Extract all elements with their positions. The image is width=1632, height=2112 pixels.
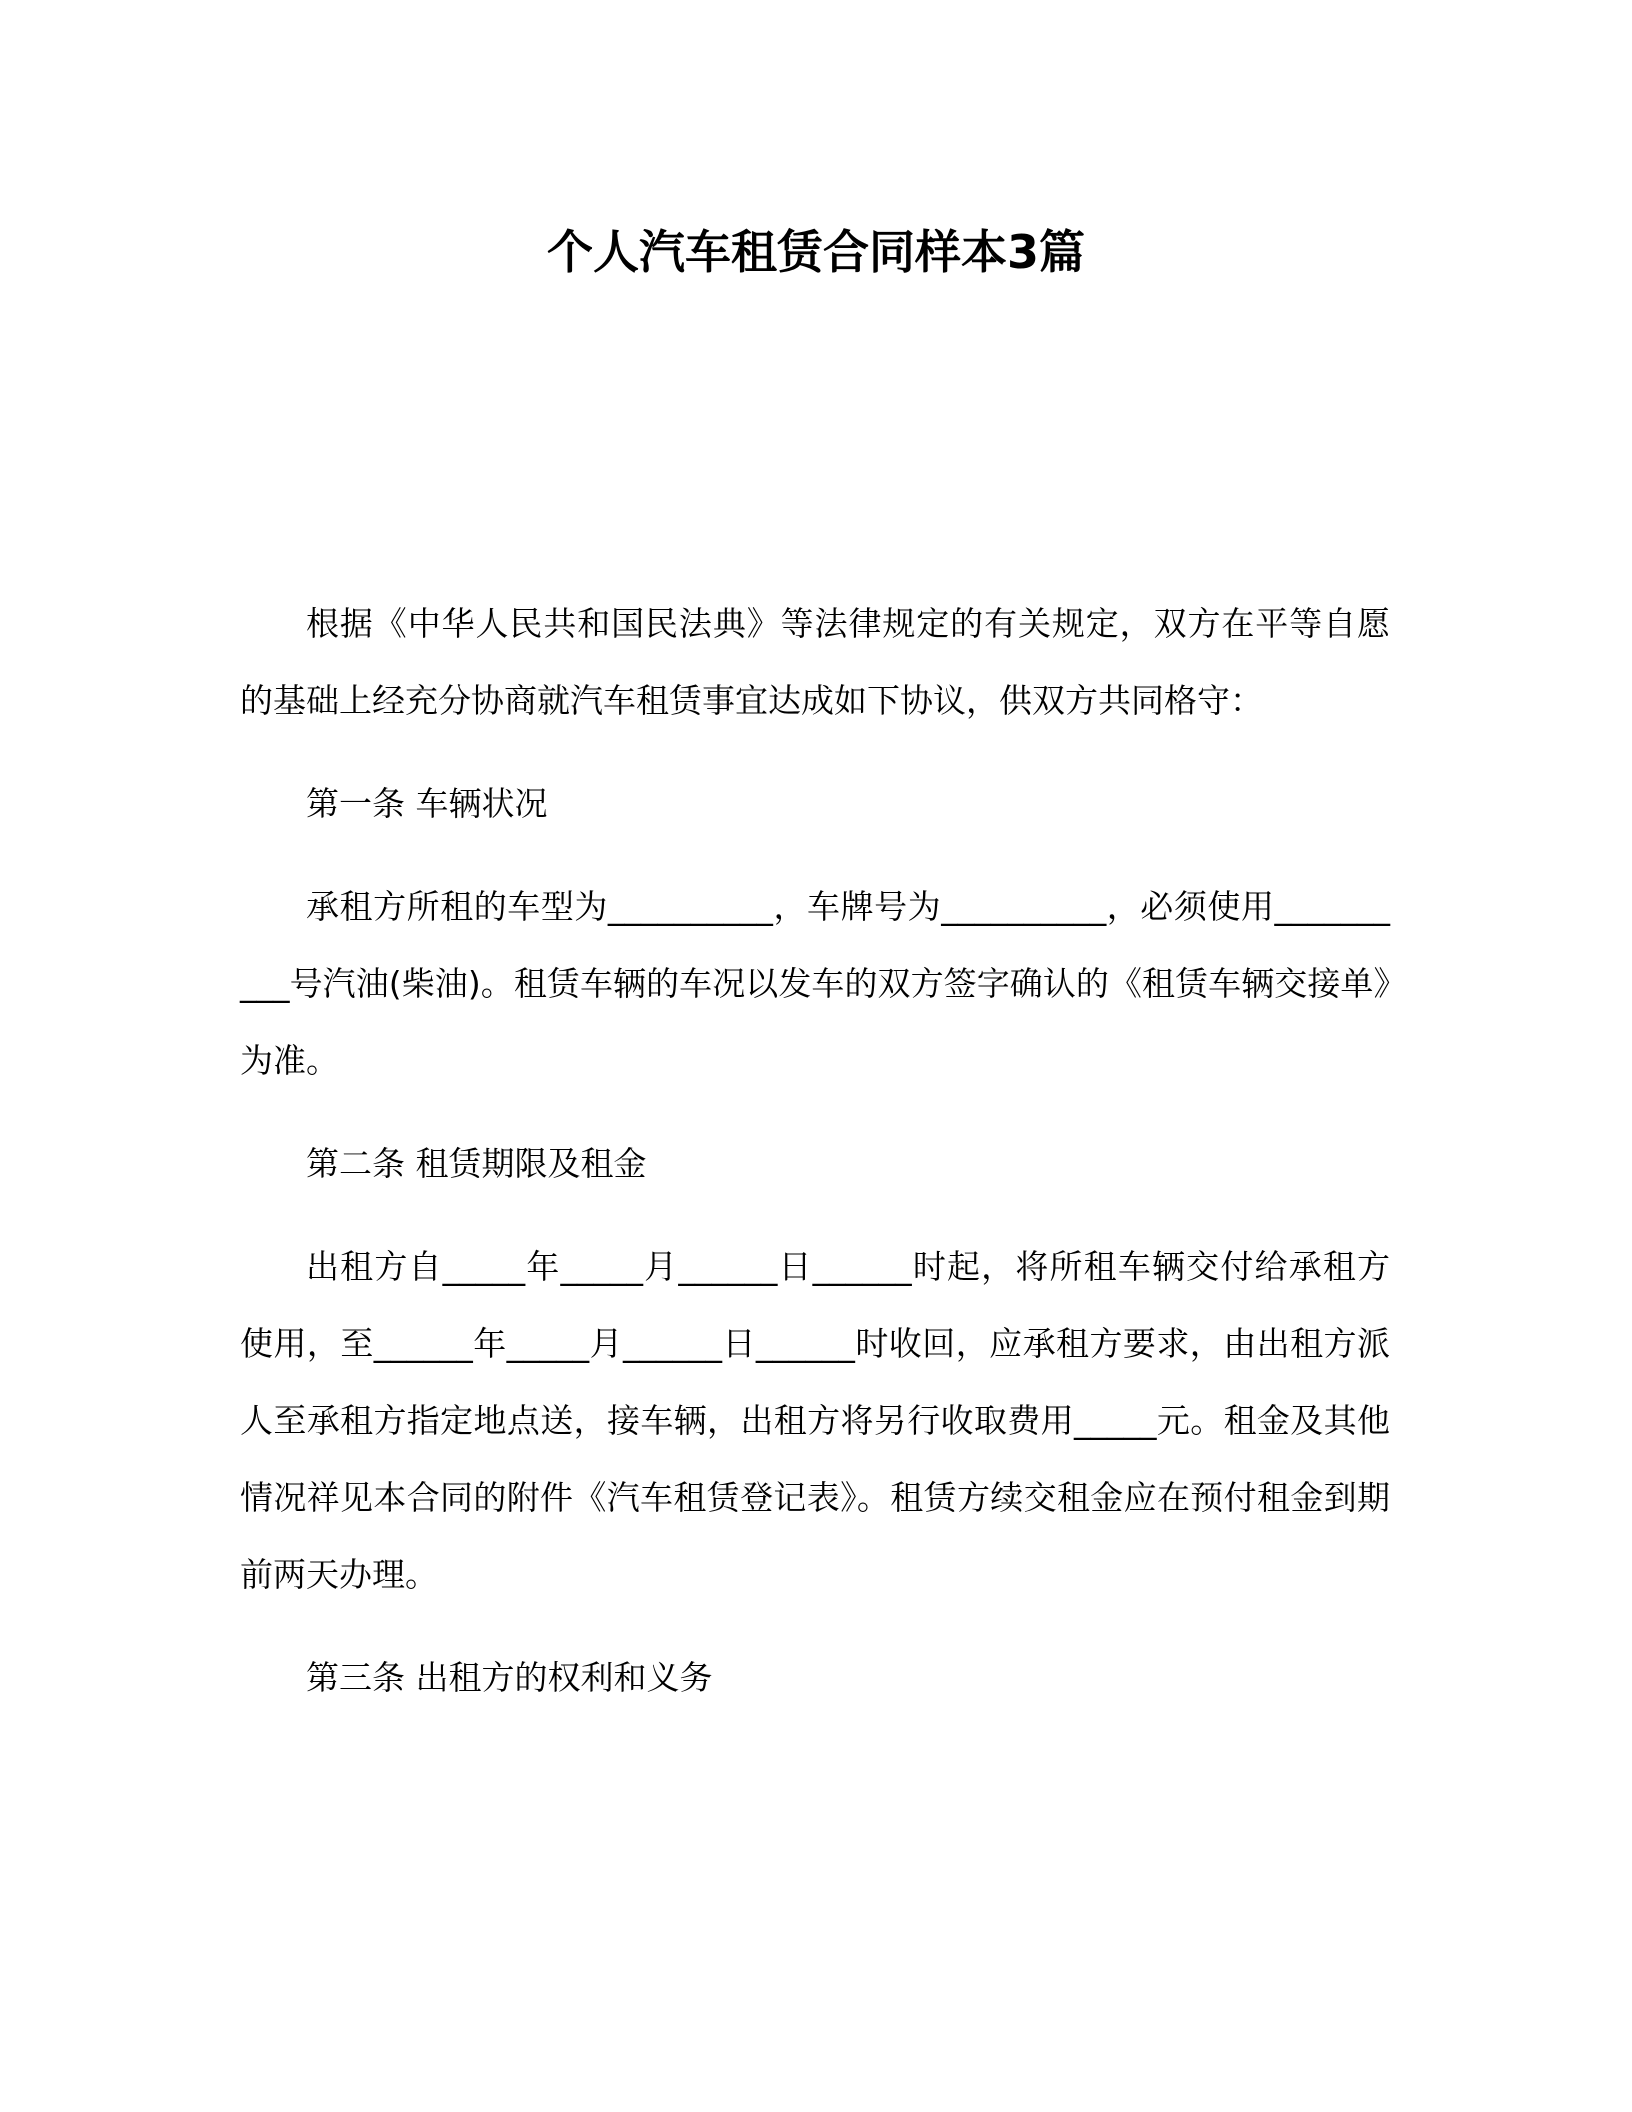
intro-paragraph: 根据《中华人民共和国民法典》等法律规定的有关规定，双方在平等自愿的基础上经充分协商就汽车租赁事宜达成如下协议，供双方共同格守： [240,604,1390,720]
article-1-heading: 第一条 车辆状况 [306,784,548,823]
document-title: 个人汽车租赁合同样本3篇 [546,225,1085,279]
article-1-paragraph: 承租方所租的车型为__________，车牌号为__________，必须使用__________号汽油(柴油)。租赁车辆的车况以发车的双方签字确认的《租赁车辆交接单》为准。 [240,887,1390,1080]
document-body [240,585,1390,1742]
article-3-heading: 第三条 出租方的权利和义务 [306,1658,713,1697]
article-2-paragraph: 出租方自_____年_____月______日______时起，将所租车辆交付给承租方使用，至______年_____月______日______时收回，应承租方要求，由出租方派人至承租方指定地点送，接车辆，出租方将另行收取费用_____元。租金及其他情况祥见本合同的附件《汽车租赁登记表》。租赁方续交租金应在预付租金到期前两天办理。 [240,1247,1390,1594]
article-2-heading: 第二条 租赁期限及租金 [306,1144,647,1183]
